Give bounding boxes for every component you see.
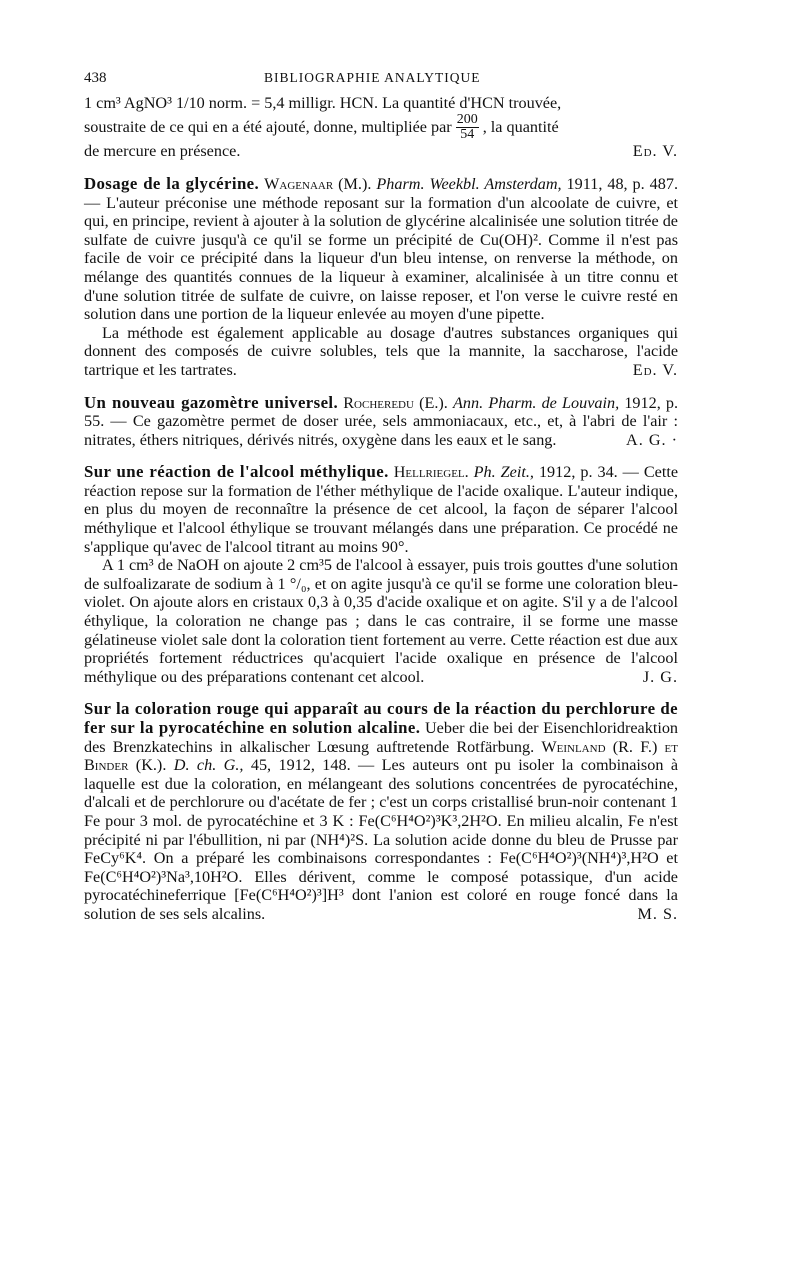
fraction [456, 113, 479, 142]
article-signature: J. G. [642, 667, 678, 686]
article-title: Un nouveau gazomètre universel. [84, 392, 339, 412]
article-ref: 1912, p. 55. — [84, 393, 679, 431]
article-body: Ce gazomètre permet de doser urée, sels ammoniacaux, etc., et, à l'abri de l'air : nitrates, éthers nitriques, dérivés nitrés, oxygène dans les eaux et le sang. [84, 412, 679, 449]
article-body: L'auteur préconise une méthode reposant sur la formation d'un alcoolate de cuivre, et qui, en principe, revient à ajouter à la solution de glycérine alcalinisée une solution titrée de sulfate de cuivre jusqu'à ce qu'il se forme un précipité de Cu(OH)². Comme il n'est pas facile de voir ce précipité dans la liqueur d'un bleu intense, on renverse la méthode, on mélange des quantités connues de la liqueur à examiner, alcalinisée à un titre connu et d'une solution titrée de sulfate de cuivre, on laisse reposer, et l'on verse le cuivre resté en solution dans une portion de la liqueur enlevée au moyen d'une pipette. [84, 193, 679, 324]
article-journal: Ph. Zeit., [473, 463, 534, 482]
article-ref: 45, 1912, 148. — [250, 756, 375, 775]
page-number: 438 [84, 70, 107, 86]
article-signature: Ed. V. [632, 360, 678, 379]
article-signature: M. S. [637, 904, 678, 923]
article-author: Rocheredu (E.). [343, 393, 448, 412]
page [84, 70, 678, 924]
intro-line-1: 1 cm³ AgNO³ 1/10 norm. = 5,4 milligr. HCN. La quantité d'HCN trouvée, [84, 94, 562, 112]
article-journal: Ann. Pharm. de Louvain, [453, 393, 620, 412]
article-title: Sur une réaction de l'alcool méthylique. [84, 462, 389, 482]
fraction-numerator: 200 [456, 112, 478, 128]
intro-line-2a: soustraite de ce qui en a été ajouté, donne, multipliée par [84, 117, 452, 136]
article-body: Cette réaction repose sur la formation de l'éther méthylique de l'acide oxalique. L'auteur indique, en plus du moyen de reconnaître la présence de cet alcool, la façon de séparer l'alcool méthylique et l'alcool éthylique se trouvant mélangés dans une préparation. Ce procédé ne s'applique qu'avec de l'alcool titrant au moins 90°. [84, 463, 679, 556]
article-journal: Pharm. Weekbl. Amsterdam, [376, 174, 562, 193]
intro-line-3: de mercure en présence. [84, 142, 241, 161]
fraction-denominator: 54 [460, 127, 475, 143]
article-body-2: A 1 cm³ de NaOH on ajoute 2 cm³5 de l'alcool à essayer, puis trois gouttes d'une solution de sulfoalizarate de sodium à 1 °/₀, et on agite jusqu'à ce qu'il se forme une coloration bleu-violet. On ajoute alors en cristaux 0,3 à 0,35 d'acide oxalique et on agite. S'il y a de l'alcool éthylique, la coloration ne change pas ; dans le cas contraire, il se forme une masse gélatineuse violet sale dont la coloration tient fortement au verre. Cette réaction est due aux propriétés fortement réductrices qu'acquiert l'acide oxalique en présence de l'alcool méthylique ou des préparations contenant cet alcool. [84, 556, 678, 686]
article-author: Weinland (R. F.) et Binder (K.). [84, 737, 678, 775]
article-title: Dosage de la glycérine. [84, 173, 260, 193]
article-ref: 1912, p. 34. — [538, 463, 639, 482]
page-header [84, 70, 678, 94]
intro-paragraph [84, 94, 678, 161]
article-author: Wagenaar (M.). [264, 174, 372, 193]
article-signature: A. G. · [626, 430, 678, 449]
article-journal: D. ch. G., [173, 756, 244, 775]
running-title: BIBLIOGRAPHIE ANALYTIQUE [264, 70, 481, 85]
article-ref: 1911, 48, p. 487. — [84, 174, 679, 212]
article-gazometre [84, 394, 678, 450]
article-alcool-methylique [84, 463, 678, 686]
article-body: Les auteurs ont pu isoler la combinaison à laquelle est due la coloration, en mélangeant des solutions concentrées de pyrocatéchine, d'alcali et de perchlorure ou d'acétate de fer ; c'est un corps cristallisé brun-noir contenant 1 Fe pour 3 mol. de pyrocatéchine et 3 K : Fe(C⁶H⁴O²)³K³,2H²O. En milieu alcalin, Fe n'est précipité ni par l'ébullition, ni par (NH⁴)²S. La solution acide donne du bleu de Prusse par FeCy⁶K⁴. On a préparé les combinaisons correspondantes : Fe(C⁶H⁴O²)³(NH⁴)³,H²O et Fe(C⁶H⁴O²)³Na³,10H²O. Elles dérivent, comme le composé potassique, d'un acide pyrocatéchineferrique [Fe(C⁶H⁴O²)³]H³ dont l'anion est coloré en rouge foncé dans la solution de ses sels alcalins. [84, 756, 679, 923]
intro-signature: Ed. V. [632, 142, 678, 161]
article-german-title: Ueber die bei der Eisenchloridreaktion des Brenzkatechins in alkalischer Lœsung auftretende Rotfärbung. [84, 719, 679, 756]
article-pyrocatechine [84, 700, 678, 923]
intro-line-2b: , la quantité [482, 117, 559, 136]
article-glycerine [84, 175, 678, 380]
article-body-2: La méthode est également applicable au dosage d'autres substances organiques qui donnent des composés de cuivre solubles, tels que la mannite, la saccharose, l'acide tartrique et les tartrates. [84, 323, 678, 379]
article-author: Hellriegel. [393, 463, 469, 482]
article-title: Sur la coloration rouge qui apparaît au cours de la réaction du perchlorure de fer sur la pyrocatéchine en solution alcaline. [84, 699, 678, 737]
